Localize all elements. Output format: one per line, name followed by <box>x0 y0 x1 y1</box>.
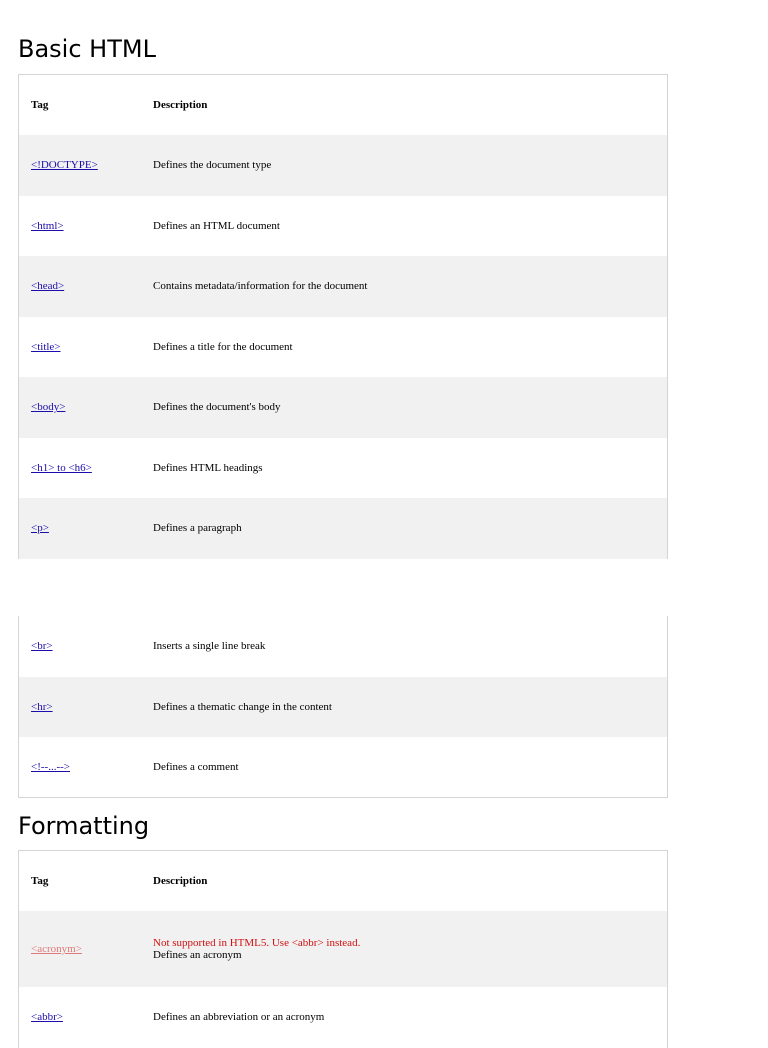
row-description: Defines an HTML document <box>153 219 280 232</box>
tag-link-body[interactable]: <body> <box>31 401 66 414</box>
tag-link-html[interactable]: <html> <box>31 219 64 232</box>
row-description: Inserts a single line break <box>153 640 266 653</box>
tag-link-title[interactable]: <title> <box>31 340 61 353</box>
table-row <box>19 616 668 677</box>
row-description: Defines a comment <box>153 761 239 773</box>
table-header-row <box>19 851 668 912</box>
tag-link-acronym[interactable]: <acronym> <box>31 943 82 955</box>
row-description: Defines a thematic change in the content <box>153 700 332 713</box>
table-row <box>19 987 668 1048</box>
table-row <box>19 196 668 257</box>
row-description: Defines an abbreviation or an acronym <box>153 1011 325 1024</box>
row-description: Defines a paragraph <box>153 522 242 535</box>
table-row <box>19 256 668 317</box>
section-title-basic-html: Basic HTML <box>18 35 156 63</box>
table-row <box>19 498 668 559</box>
row-description-text: Defines an acronym <box>153 949 242 961</box>
tag-link-comment[interactable]: <!--...--> <box>31 761 70 773</box>
tag-link-abbr[interactable]: <abbr> <box>31 1011 63 1024</box>
tag-link-p[interactable]: <p> <box>31 522 49 535</box>
row-description: Defines the document type <box>153 159 272 172</box>
row-description: Defines the document's body <box>153 401 281 414</box>
row-description: Defines a title for the document <box>153 340 293 353</box>
formatting-table <box>18 850 668 1048</box>
row-description: Contains metadata/information for the document <box>153 280 368 293</box>
column-header-description: Description <box>153 99 208 111</box>
section-title-formatting: Formatting <box>18 812 150 840</box>
tag-link-headings[interactable]: <h1> to <h6> <box>31 461 92 474</box>
table-row <box>19 377 668 438</box>
row-description: Defines HTML headings <box>153 461 263 474</box>
column-header-description: Description <box>153 875 208 887</box>
row-description <box>141 911 668 987</box>
column-header-tag: Tag <box>31 99 49 111</box>
deprecation-warning: Not supported in HTML5. Use <abbr> instead. <box>153 937 361 949</box>
table-row <box>19 911 668 987</box>
tag-link-br[interactable]: <br> <box>31 640 53 653</box>
table-row <box>19 438 668 499</box>
table-row <box>19 135 668 196</box>
tag-link-doctype[interactable]: <!DOCTYPE> <box>31 159 98 172</box>
tag-link-head[interactable]: <head> <box>31 280 65 293</box>
basic-html-table-continued <box>18 616 668 798</box>
table-row <box>19 677 668 738</box>
table-row <box>19 317 668 378</box>
tag-link-hr[interactable]: <hr> <box>31 700 53 713</box>
basic-html-table <box>18 74 668 559</box>
column-header-tag: Tag <box>31 875 49 887</box>
table-header-row <box>19 75 668 136</box>
table-row <box>19 737 668 798</box>
